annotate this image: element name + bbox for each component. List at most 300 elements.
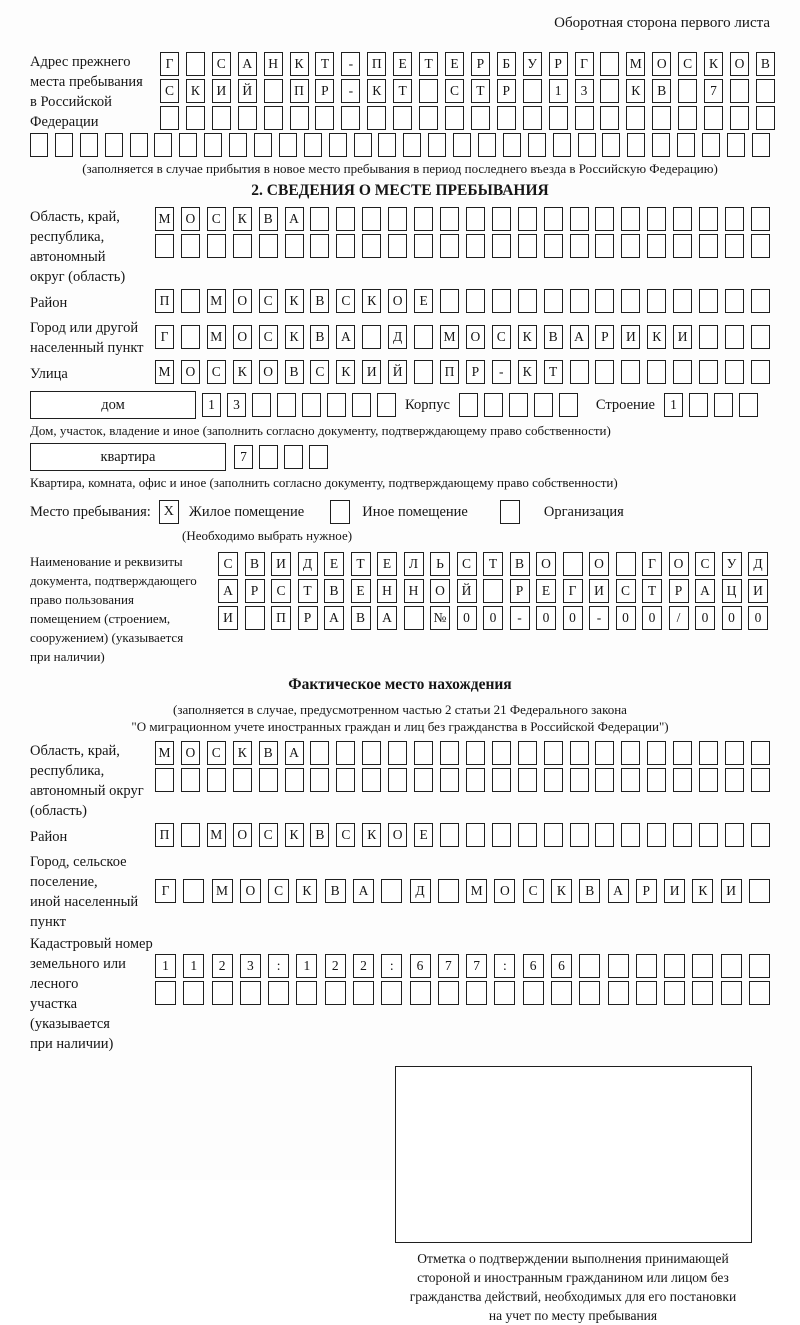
char-cell xyxy=(302,393,321,417)
char-cell: М xyxy=(207,289,226,313)
char-cell xyxy=(238,106,257,130)
cadastral-grid-row-1 xyxy=(155,954,770,978)
char-cell xyxy=(756,106,775,130)
label-line: округ (область) xyxy=(30,269,126,285)
char-cell: С xyxy=(336,823,355,847)
char-cell xyxy=(751,360,770,384)
char-cell: К xyxy=(336,360,355,384)
char-cell: М xyxy=(440,325,459,349)
char-cell xyxy=(414,360,433,384)
char-cell: 0 xyxy=(536,606,556,630)
char-cell xyxy=(381,981,402,1005)
label-line: в Российской xyxy=(30,94,112,110)
char-cell xyxy=(518,207,537,231)
char-cell xyxy=(725,234,744,258)
char-cell xyxy=(702,133,720,157)
char-cell: - xyxy=(492,360,511,384)
char-cell: С xyxy=(160,79,179,103)
char-cell: И xyxy=(271,552,291,576)
char-cell xyxy=(553,133,571,157)
char-cell: В xyxy=(510,552,530,576)
label-line: Область, край, xyxy=(30,743,120,759)
char-cell: 7 xyxy=(234,445,253,469)
char-cell xyxy=(692,981,713,1005)
char-cell: О xyxy=(652,52,671,76)
label-line: (заполняется в случае, предусмотренном частью 2 статьи 21 Федерального закона xyxy=(173,702,627,717)
char-cell xyxy=(575,106,594,130)
checkbox-inoe xyxy=(330,500,350,524)
label-line: "О миграционном учете иностранных граждан и лиц без гражданства в Российской Федерации") xyxy=(131,719,669,734)
char-cell xyxy=(678,79,697,103)
label-line: право пользования xyxy=(30,592,134,607)
char-cell: Д xyxy=(388,325,407,349)
char-cell: С xyxy=(336,289,355,313)
char-cell: Е xyxy=(324,552,344,576)
region-grid-row-2 xyxy=(155,234,770,258)
char-cell: Т xyxy=(419,52,438,76)
char-cell xyxy=(419,106,438,130)
char-cell xyxy=(233,768,252,792)
label-line: автономный xyxy=(30,249,106,265)
char-cell xyxy=(240,981,261,1005)
char-cell xyxy=(751,768,770,792)
prev-address-block xyxy=(30,52,770,133)
char-cell: М xyxy=(466,879,487,903)
char-cell: 6 xyxy=(410,954,431,978)
char-cell xyxy=(183,981,204,1005)
char-cell: К xyxy=(551,879,572,903)
label-line: при наличии) xyxy=(30,649,105,664)
char-cell xyxy=(544,823,563,847)
label-line: республика, xyxy=(30,763,105,779)
char-cell xyxy=(549,106,568,130)
korpus-cells xyxy=(459,393,578,417)
char-cell: В xyxy=(652,79,671,103)
char-cell xyxy=(570,360,589,384)
char-cell: В xyxy=(325,879,346,903)
char-cell: Ц xyxy=(722,579,742,603)
city-block xyxy=(30,318,770,358)
char-cell xyxy=(673,360,692,384)
char-cell: К xyxy=(233,360,252,384)
cadastral-block xyxy=(30,934,770,1054)
char-cell xyxy=(608,981,629,1005)
char-cell: К xyxy=(285,289,304,313)
char-cell xyxy=(570,289,589,313)
char-cell xyxy=(440,207,459,231)
char-cell: И xyxy=(362,360,381,384)
char-cell xyxy=(155,768,174,792)
char-cell: О xyxy=(466,325,485,349)
char-cell xyxy=(264,106,283,130)
char-cell xyxy=(290,106,309,130)
char-cell xyxy=(636,954,657,978)
char-cell xyxy=(494,981,515,1005)
char-cell xyxy=(492,768,511,792)
char-cell xyxy=(362,741,381,765)
char-cell: Т xyxy=(315,52,334,76)
char-cell: К xyxy=(692,879,713,903)
cadastral-label xyxy=(30,934,155,1054)
document-label xyxy=(30,552,218,666)
char-cell xyxy=(689,393,708,417)
char-cell xyxy=(595,289,614,313)
char-cell: 0 xyxy=(616,606,636,630)
option-label-zhiloe: Жилое помещение xyxy=(188,503,305,520)
char-cell xyxy=(523,79,542,103)
char-cell: В xyxy=(310,823,329,847)
char-cell xyxy=(621,823,640,847)
label-line: Город, сельское поселение, xyxy=(30,854,127,890)
char-cell: Р xyxy=(549,52,568,76)
char-cell xyxy=(749,981,770,1005)
char-cell: О xyxy=(259,360,278,384)
char-cell: 7 xyxy=(704,79,723,103)
char-cell: 3 xyxy=(227,393,246,417)
char-cell xyxy=(595,823,614,847)
char-cell xyxy=(673,207,692,231)
char-cell xyxy=(523,981,544,1005)
char-cell: К xyxy=(362,289,381,313)
stay-type-label: Место пребывания: xyxy=(30,503,151,520)
char-cell: О xyxy=(181,207,200,231)
char-cell xyxy=(595,768,614,792)
char-cell: Р xyxy=(510,579,530,603)
char-cell xyxy=(362,325,381,349)
label-line: населенный пункт xyxy=(30,340,144,356)
char-cell xyxy=(181,289,200,313)
char-cell: 0 xyxy=(642,606,662,630)
char-cell xyxy=(466,768,485,792)
char-cell: С xyxy=(492,325,511,349)
char-cell: О xyxy=(233,823,252,847)
char-cell: М xyxy=(212,879,233,903)
char-cell xyxy=(600,52,619,76)
city-grid-row xyxy=(155,325,770,349)
char-cell xyxy=(497,106,516,130)
char-cell: С xyxy=(259,823,278,847)
char-cell xyxy=(310,234,329,258)
char-cell xyxy=(595,207,614,231)
actual-city-label xyxy=(30,852,155,932)
char-cell: Р xyxy=(669,579,689,603)
char-cell xyxy=(268,981,289,1005)
char-cell: Г xyxy=(155,325,174,349)
char-cell xyxy=(388,768,407,792)
char-cell: К xyxy=(285,325,304,349)
char-cell: И xyxy=(673,325,692,349)
char-cell: 0 xyxy=(722,606,742,630)
label-line: Отметка о подтверждении выполнения принимающей xyxy=(417,1251,729,1266)
char-cell xyxy=(362,768,381,792)
page-side-note: Оборотная сторона первого листа xyxy=(554,15,770,31)
stay-type-line xyxy=(30,500,770,524)
checkbox-organizaciya xyxy=(500,500,520,524)
char-cell: В xyxy=(310,325,329,349)
char-cell: 2 xyxy=(325,954,346,978)
char-cell xyxy=(534,393,553,417)
char-cell: С xyxy=(678,52,697,76)
label-line: Город или другой xyxy=(30,320,139,336)
char-cell xyxy=(428,133,446,157)
street-label: Улица xyxy=(30,365,68,382)
char-cell xyxy=(304,133,322,157)
prev-address-grid-row-4 xyxy=(30,133,770,157)
char-cell xyxy=(647,741,666,765)
char-cell xyxy=(595,741,614,765)
char-cell xyxy=(621,234,640,258)
char-cell: В xyxy=(259,741,278,765)
char-cell xyxy=(466,289,485,313)
char-cell xyxy=(544,289,563,313)
char-cell xyxy=(673,823,692,847)
char-cell: К xyxy=(186,79,205,103)
char-cell: И xyxy=(212,79,231,103)
char-cell xyxy=(608,954,629,978)
char-cell: Й xyxy=(457,579,477,603)
document-block xyxy=(30,552,770,666)
char-cell xyxy=(616,552,636,576)
char-cell xyxy=(664,954,685,978)
char-cell xyxy=(403,133,421,157)
char-cell xyxy=(544,741,563,765)
char-cell: Н xyxy=(377,579,397,603)
char-cell xyxy=(579,981,600,1005)
char-cell: О xyxy=(430,579,450,603)
char-cell xyxy=(756,79,775,103)
char-cell xyxy=(636,981,657,1005)
char-cell: Г xyxy=(575,52,594,76)
char-cell: О xyxy=(388,823,407,847)
char-cell: Н xyxy=(404,579,424,603)
char-cell: И xyxy=(748,579,768,603)
char-cell xyxy=(749,879,770,903)
char-cell xyxy=(212,981,233,1005)
char-cell: Й xyxy=(238,79,257,103)
char-cell xyxy=(579,954,600,978)
char-cell: О xyxy=(233,325,252,349)
char-cell: О xyxy=(730,52,749,76)
char-cell xyxy=(492,207,511,231)
char-cell xyxy=(181,234,200,258)
char-cell: Е xyxy=(536,579,556,603)
label-line: автономный округ xyxy=(30,783,144,799)
char-cell xyxy=(310,768,329,792)
char-cell xyxy=(492,823,511,847)
char-cell: А xyxy=(238,52,257,76)
char-cell xyxy=(673,741,692,765)
char-cell xyxy=(647,234,666,258)
char-cell xyxy=(466,741,485,765)
char-cell xyxy=(647,207,666,231)
actual-district-label: Район xyxy=(30,828,68,845)
char-cell: В xyxy=(579,879,600,903)
char-cell: Р xyxy=(298,606,318,630)
char-cell: Р xyxy=(636,879,657,903)
char-cell xyxy=(419,79,438,103)
char-cell xyxy=(284,445,303,469)
char-cell: А xyxy=(695,579,715,603)
prev-address-label xyxy=(30,52,160,132)
char-cell: К xyxy=(367,79,386,103)
char-cell: В xyxy=(310,289,329,313)
label-line: Адрес прежнего xyxy=(30,54,131,70)
char-cell: 0 xyxy=(695,606,715,630)
char-cell xyxy=(362,234,381,258)
char-cell xyxy=(279,133,297,157)
char-cell: О xyxy=(181,360,200,384)
char-cell: 1 xyxy=(296,954,317,978)
char-cell xyxy=(181,823,200,847)
char-cell: П xyxy=(155,823,174,847)
char-cell xyxy=(381,879,402,903)
char-cell: 1 xyxy=(664,393,683,417)
char-cell xyxy=(692,954,713,978)
char-cell xyxy=(677,133,695,157)
char-cell: : xyxy=(494,954,515,978)
char-cell: Е xyxy=(414,823,433,847)
char-cell: С xyxy=(457,552,477,576)
label-line: иной населенный пункт xyxy=(30,894,139,930)
char-cell: Т xyxy=(298,579,318,603)
char-cell xyxy=(388,741,407,765)
document-grid-row-3 xyxy=(218,606,768,630)
char-cell: 7 xyxy=(466,954,487,978)
char-cell xyxy=(285,768,304,792)
document-grid-row-2 xyxy=(218,579,768,603)
prev-address-grid-row-3 xyxy=(160,106,775,130)
actual-region-grid-row-1 xyxy=(155,741,770,765)
char-cell xyxy=(699,325,718,349)
char-cell xyxy=(602,133,620,157)
char-cell xyxy=(80,133,98,157)
char-cell: С xyxy=(207,207,226,231)
char-cell xyxy=(459,393,478,417)
district-block xyxy=(30,289,770,316)
apartment-line xyxy=(30,443,770,471)
char-cell xyxy=(414,207,433,231)
label-line: помещением (строением, xyxy=(30,611,171,626)
char-cell: М xyxy=(155,741,174,765)
char-cell xyxy=(264,79,283,103)
char-cell xyxy=(563,552,583,576)
char-cell: Г xyxy=(160,52,179,76)
stay-type-note: (Необходимо выбрать нужное) xyxy=(182,528,353,543)
char-cell xyxy=(245,606,265,630)
char-cell xyxy=(578,133,596,157)
char-cell xyxy=(453,133,471,157)
char-cell xyxy=(626,106,645,130)
house-note: Дом, участок, владение и иное (заполнить согласно документу, подтверждающему право собственности) xyxy=(30,423,611,438)
char-cell xyxy=(725,325,744,349)
char-cell xyxy=(440,768,459,792)
stamp-box xyxy=(395,1066,752,1243)
actual-city-grid-row xyxy=(155,879,770,903)
char-cell xyxy=(105,133,123,157)
char-cell xyxy=(414,741,433,765)
char-cell xyxy=(751,325,770,349)
char-cell xyxy=(627,133,645,157)
char-cell: П xyxy=(155,289,174,313)
apartment-box: квартира xyxy=(30,443,226,471)
char-cell: : xyxy=(268,954,289,978)
char-cell: М xyxy=(155,207,174,231)
char-cell: С xyxy=(212,52,231,76)
char-cell: 3 xyxy=(240,954,261,978)
label-line: земельного или лесного xyxy=(30,956,126,992)
char-cell xyxy=(484,393,503,417)
char-cell: Е xyxy=(414,289,433,313)
stroenie-cells xyxy=(664,393,758,417)
char-cell: 2 xyxy=(353,954,374,978)
char-cell xyxy=(523,106,542,130)
prev-address-grid-row-2 xyxy=(160,79,775,103)
char-cell: Р xyxy=(595,325,614,349)
char-cell: П xyxy=(367,52,386,76)
char-cell: Р xyxy=(497,79,516,103)
char-cell xyxy=(362,207,381,231)
label-line: документа, подтверждающего xyxy=(30,573,197,588)
char-cell: Й xyxy=(388,360,407,384)
actual-location-note xyxy=(30,701,770,735)
cadastral-grid-row-2 xyxy=(155,981,770,1005)
char-cell: С xyxy=(523,879,544,903)
char-cell xyxy=(341,106,360,130)
char-cell xyxy=(518,234,537,258)
char-cell: А xyxy=(336,325,355,349)
char-cell xyxy=(204,133,222,157)
char-cell xyxy=(621,207,640,231)
char-cell xyxy=(285,234,304,258)
char-cell: С xyxy=(207,741,226,765)
char-cell xyxy=(721,981,742,1005)
checkbox-zhiloe: X xyxy=(159,500,179,524)
char-cell xyxy=(259,234,278,258)
char-cell: И xyxy=(721,879,742,903)
char-cell: Б xyxy=(497,52,516,76)
char-cell xyxy=(154,133,172,157)
char-cell: 6 xyxy=(551,954,572,978)
char-cell: М xyxy=(155,360,174,384)
char-cell xyxy=(354,133,372,157)
char-cell: К xyxy=(233,207,252,231)
char-cell: Л xyxy=(404,552,424,576)
char-cell xyxy=(647,768,666,792)
actual-city-block xyxy=(30,852,770,932)
actual-region-grid-row-2 xyxy=(155,768,770,792)
char-cell: 0 xyxy=(563,606,583,630)
char-cell xyxy=(466,234,485,258)
char-cell: С xyxy=(259,289,278,313)
char-cell: 7 xyxy=(438,954,459,978)
char-cell xyxy=(528,133,546,157)
char-cell: 1 xyxy=(202,393,221,417)
region-grid-row-1 xyxy=(155,207,770,231)
char-cell xyxy=(130,133,148,157)
char-cell xyxy=(30,133,48,157)
char-cell xyxy=(414,325,433,349)
char-cell: Е xyxy=(393,52,412,76)
char-cell: Р xyxy=(315,79,334,103)
char-cell: О xyxy=(181,741,200,765)
char-cell xyxy=(378,133,396,157)
char-cell: - xyxy=(510,606,530,630)
char-cell xyxy=(570,741,589,765)
char-cell xyxy=(544,207,563,231)
char-cell: 1 xyxy=(183,954,204,978)
char-cell xyxy=(388,234,407,258)
char-cell xyxy=(492,289,511,313)
